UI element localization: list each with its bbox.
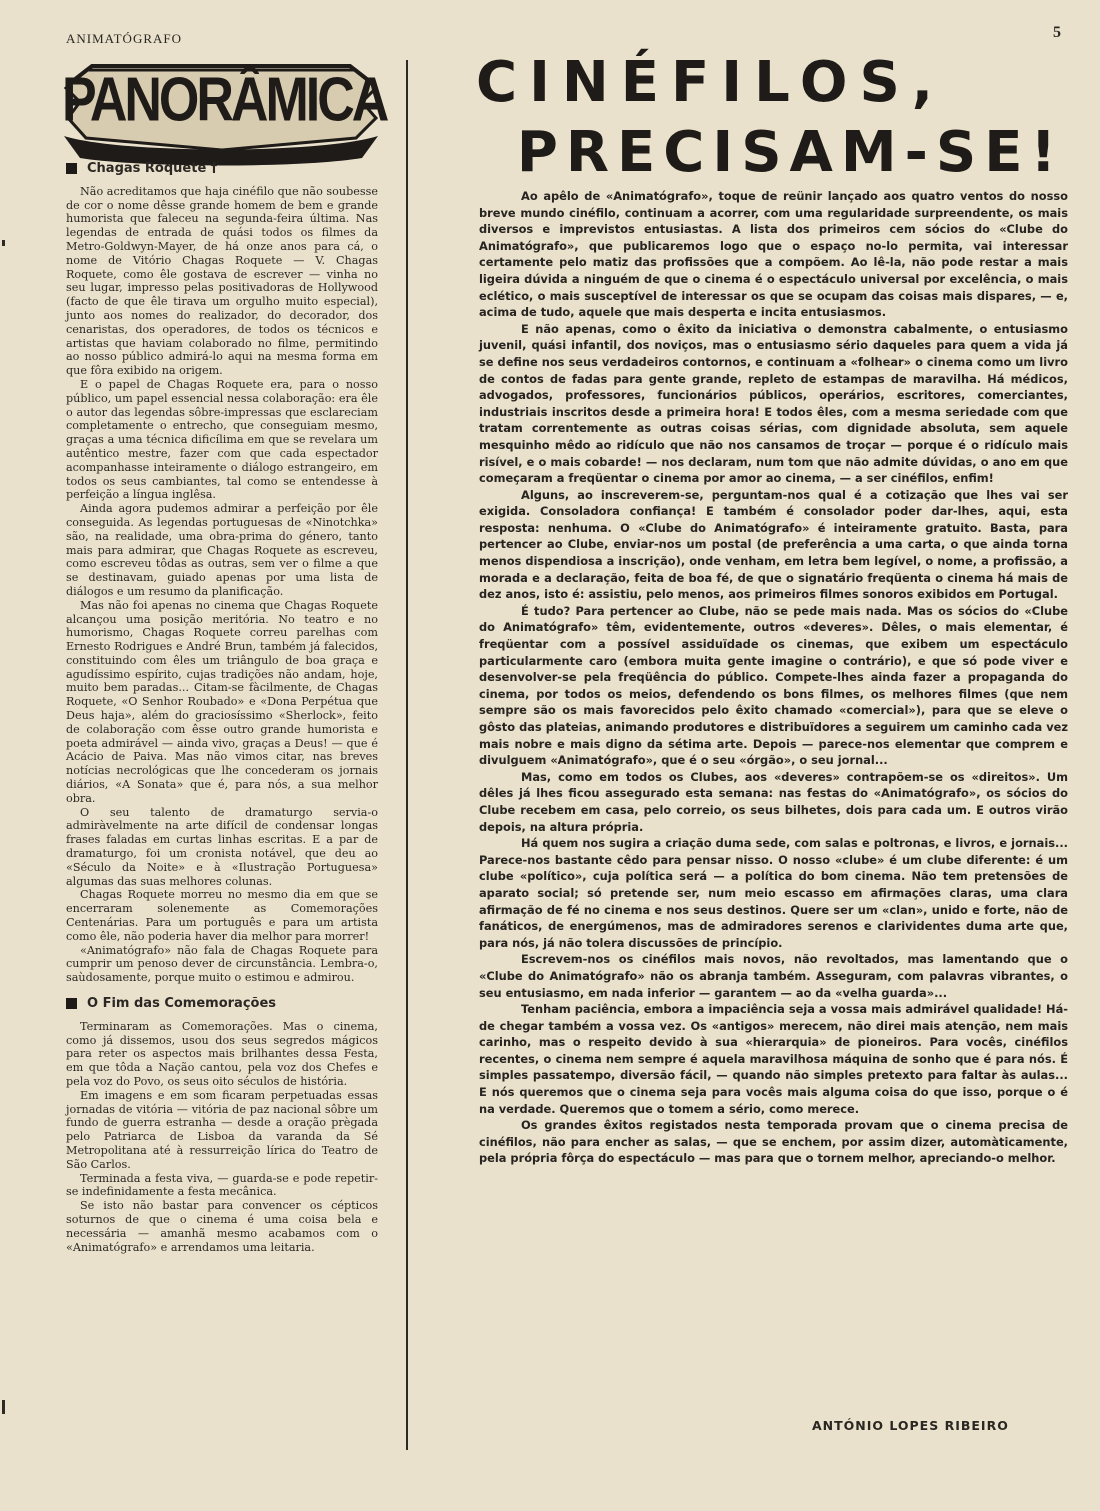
paragraph: Mas não foi apenas no cinema que Chagas Roquete alcançou uma posição meritória. No teatro e no humorismo, Chagas Roquete correu parelhas com Ernesto Rodrigues e André Brun, também já falecidos, constituindo com êles um triângulo de boa graça e agudíssimo espírito, cujas tradições não andam, hoje, muito bem paradas... Citam-se fàcilmente, de Chagas Roquete, «O Senhor Roubado» e «Dona Perpétua que Deus haja», além do graciosíssimo «Sherlock», feito de colaboração com êsse outro grande humorista e poeta admirável — ainda vivo, graças a Deus! — que é Acácio de Paiva. Mas não vimos citar, nas breves notícias necrológicas que lhe concederam os jornais diários, «A Sonata» que é, para nós, a sua melhor obra. [66, 598, 378, 805]
section-heading-fim-comemoracoes [66, 997, 378, 1011]
paragraph: O seu talento de dramaturgo servia-o admiràvelmente na arte difícil de condensar longas frases faladas em curtas linhas escritas. E a par de dramaturgo, foi um cronista notável, que deu ao «Século da Noite» e à «Ilustração Portuguesa» algumas das suas melhores colunas. [66, 805, 378, 888]
square-bullet-icon [66, 998, 77, 1009]
paragraph: Se isto não bastar para convencer os cépticos soturnos de que o cinema é uma coisa bela e necessária — amanhã mesmo acabamos com o «Animatógrafo» e arrendamos uma leitaria. [66, 1199, 378, 1254]
paragraph: Mas, como em todos os Clubes, aos «deveres» contrapõem-se os «direitos». Um dêles já lhes ficou assegurado esta semana: nas festas do «Animatógrafo», os sócios do Clube recebem em casa, pelo correio, os seus bilhetes, dois para cada um. E outros virão depois, na altura própria. [479, 769, 1068, 834]
section-heading-chagas-roquete [66, 162, 378, 176]
paragraph: Alguns, ao inscreverem-se, perguntam-nos qual é a cotização que lhes vai ser exigida. Consoladora confiança! E também é consolador poder dar-lhes, aqui, esta resposta: nenhuma. O «Clube do Animatógrafo» é inteiramente gratuito. Basta, para pertencer ao Clube, enviar-nos um postal (de preferência a uma carta, o que ainda torna menos dispendiosa a inscrição), onde venham, em letra bem legível, o nome, a profissão, a morada e a declaração, feita de boa fé, de que o signatário freqüenta o cinema há mais de dez anos, isto é: assistiu, pelo menos, aos primeiros filmes sonoros exibidos em Portugal. [479, 487, 1068, 602]
paragraph: Em imagens e em som ficaram perpetuadas essas jornadas de vitória — vitória de paz nacional sôbre um fundo de guerra estranha — desde a oração prègada pelo Patriarca de Lisboa da varanda da Sé Metropolitana até à ressurreição lírica do Teatro de São Carlos. [66, 1088, 378, 1171]
banner-title: PANORÂMICA [62, 65, 387, 135]
masthead: ANIMATÓGRAFO [66, 31, 183, 46]
paragraph: Terminada a festa viva, — guarda-se e pode repetir-se indefinidamente a festa mecânica. [66, 1171, 378, 1199]
paragraph: Terminaram as Comemorações. Mas o cinema, como já dissemos, usou dos seus segredos mágicos para reter os aspectos mais brilhantes dessa Festa, em que tôda a Nação cantou, pela voz dos Chefes e pela voz do Povo, os seus oito séculos de história. [66, 1019, 378, 1088]
article-body [479, 188, 1068, 1167]
article-headline [476, 48, 1066, 188]
headline-line-2: PRECISAM-SE! [516, 120, 1064, 185]
paragraph: Há quem nos sugira a criação duma sede, com salas e poltronas, e livros, e jornais... Parece-nos bastante cêdo para pensar nisso. O nosso «clube» é um clube diferente: é um clube «político», cuja política será — a política do bom cinema. Não tem pretensões de aparato social; só pretende ser, num meio escasso em afirmações claras, uma clara afirmação de fé no cinema e nos seus destinos. Quere ser um «clan», unido e forte, não de fanáticos, de energúmenos, mas de admiradores serenos e clarividentes duma arte que, para nós, já não tolera discussões de princípio. [479, 836, 1068, 950]
page-number: 5 [1053, 24, 1061, 41]
paragraph: Tenham paciência, embora a impaciência seja a vossa mais admirável qualidade! Há-de chegar também a vossa vez. Os «antigos» merecem, não direi mais atenção, nem mais carinho, mas o respeito devido à sua «hierarquia» de pioneiros. Para vocês, cinéfilos recentes, o cinema nem sempre é aquela maravilhosa máquina de sonho que é para nós. É simples passatempo, diversão fácil, — quando não simples pretexto para faltar às aulas... E nós queremos que o cinema seja para vocês mais alguma coisa do que isso, porque o é na verdade. Queremos que o tomem a sério, como merece. [479, 1002, 1068, 1116]
paragraph: Ao apêlo de «Animatógrafo», toque de reünir lançado aos quatro ventos do nosso breve mundo cinéfilo, continuam a acorrer, com uma regularidade surpreendente, os mais diversos e imprevistos entusiastas. A lista dos primeiros cem sócios do «Clube do Animatógrafo», que publicaremos logo que o espaço no-lo permita, vai interessar certamente pelo matiz das profissões que a compõem. Ao lê-la, não pode restar a mais ligeira dúvida a ninguém de que o cinema é o espectáculo universal por excelência, o mais eclético, o mais susceptível de interessar os que se ocupam das coisas mais dispares, — e, acima de tudo, aquele que mais desperta e incita entusiasmos. [479, 189, 1068, 320]
section-title: Chagas Roquete † [87, 161, 218, 176]
paragraph: Não acreditamos que haja cinéfilo que não soubesse de cor o nome dêsse grande homem de bem e grande humorista que faleceu na segunda-feira última. Nas legendas de entrada de quási todos os filmes da Metro-Goldwyn-Mayer, de há onze anos para cá, o nome de Vitório Chagas Roquete — V. Chagas Roquete, como êle gostava de escrever — vinha no seu lugar, impresso pelas positivadoras de Hollywood (facto de que êle tirava um orgulho muito especial), junto aos nomes do realizador, do decorador, dos cenaristas, dos operadores, de todos os técnicos e artistas que haviam colaborado no filme, permitindo ao nosso público admirá-lo aqui na mesma forma em que fôra exibido na origem. [66, 184, 378, 378]
paragraph: Escrevem-nos os cinéfilos mais novos, não revoltados, mas lamentando que o «Clube do Animatógrafo» não os abranja também. Asseguram, com palavras vibrantes, o seu entusiasmo, em nada inferior — garantem — ao da «velha guarda»... [479, 952, 1068, 1000]
square-bullet-icon [66, 163, 77, 174]
paragraph: Ainda agora pudemos admirar a perfeição por êle conseguida. As legendas portuguesas de «Ninotchka» são, na realidade, uma obra-prima do género, tanto mais para admirar, que Chagas Roquete as escreveu, como escreveu tôdas as outras, sem ver o filme a que se destinavam, guiado apenas por uma lista de diálogos e um resumo da planificação. [66, 502, 378, 598]
paragraph: E o papel de Chagas Roquete era, para o nosso público, um papel essencial nessa colaboração: era êle o autor das legendas sôbre-impressas que esclareciam completamente o entrecho, que conseguiam mesmo, graças a uma técnica dificílima em que se revelara um autêntico mestre, fazer com que cada espectador acompanhasse inteiramente o diálogo estrangeiro, em todos os seus cambiantes, tal como se entendesse à perfeição a língua inglêsa. [66, 377, 378, 502]
margin-mark [2, 1400, 5, 1414]
section-title: O Fim das Comemorações [87, 996, 277, 1012]
paragraph: «Animatógrafo» não fala de Chagas Roquete para cumprir um penoso dever de circunstância. Lembra-o, saùdosamente, porque muito o estimou e admirou. [66, 943, 378, 985]
margin-mark [2, 240, 5, 246]
paragraph: E não apenas, como o êxito da iniciativa o demonstra cabalmente, o entusiasmo juvenil, quási infantil, dos noviços, mas o entusiasmo sério daqueles para quem a vida já se define nos seus verdadeiros contornos, e continuam a «folhear» o cinema como um livro de contos de fadas para gente grande, repleto de estampas de maravilha. Há médicos, advogados, professores, funcionários públicos, operários, escritores, comerciantes, industriais inscritos desde a primeira hora! E todos êles, com a mesma seriedade com que tratam correntemente as outras coisas sérias, com dignidade absoluta, sem aquele mesquinho mêdo ao ridículo que não nos cansamos de troçar — porque é o ridículo mais risível, e o mais cobarde! — nos declaram, num tom que não admite dúvidas, o ano em que começaram a freqüentar o cinema por amor ao cinema, — a ser cinéfilos, enfim! [479, 321, 1068, 486]
panoramica-banner [62, 58, 387, 168]
paragraph: Chagas Roquete morreu no mesmo dia em que se encerraram solenemente as Comemorações Centenárias. Para um português e para um artista como êle, não poderia haver dia melhor para morrer! [66, 888, 378, 943]
paragraph: Os grandes êxitos registados nesta temporada provam que o cinema precisa de cinéfilos, não para encher as salas, — que se enchem, por assim dizer, automàticamente, pela própria fôrça do espectáculo — mas para que o tornem melhor, apreciando-o melhor. [479, 1118, 1068, 1166]
headline-line-1: CINÉFILOS, [476, 50, 946, 115]
panoramica-column [66, 162, 378, 1254]
byline: ANTÓNIO LOPES RIBEIRO [812, 1418, 1009, 1433]
paragraph: É tudo? Para pertencer ao Clube, não se pede mais nada. Mas os sócios do «Clube do Animatógrafo» têm, evidentemente, outros «deveres». Dêles, o mais elementar, é freqüentar com a possível assiduïdade os cinemas, que exibem um espectáculo particularmente caro (embora muita gente imagine o contrário), e que só pode viver e desenvolver-se pela freqüência do público. Compete-lhes ainda fazer a propaganda do cinema, por todos os meios, defendendo os bons filmes, os melhores filmes (que nem sempre são os mais favorecidos pelo êxito chamado «comercial»), para que se eleve o gôsto das plateias, animando produtores e distribuïdores a seguirem um caminho cada vez mais nobre e mais digno da sétima arte. Depois — parece-nos elementar que comprem e divulguem «Animatógrafo», que é o seu «órgão», o seu jornal... [479, 603, 1068, 768]
column-divider [406, 60, 408, 1450]
